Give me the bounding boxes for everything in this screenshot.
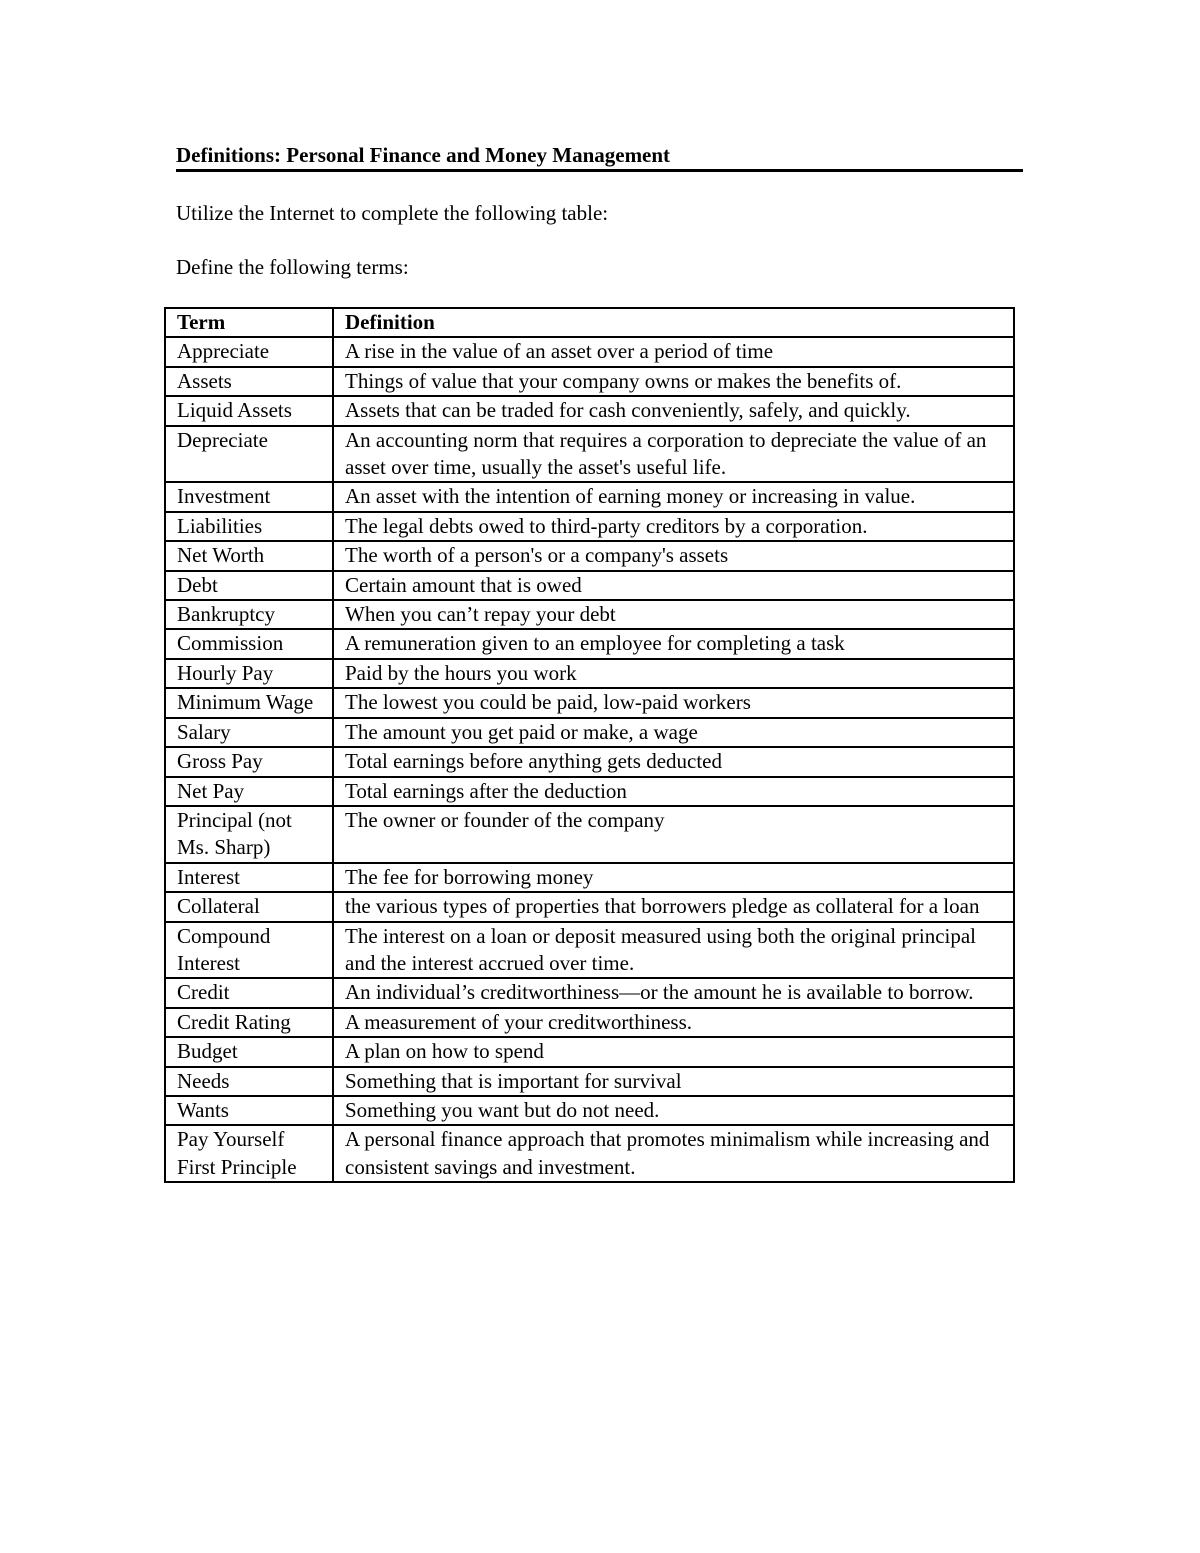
definition-cell: Things of value that your company owns or makes the benefits of. [333, 367, 1014, 396]
table-row [165, 747, 1014, 776]
term-cell: Depreciate [165, 426, 333, 483]
table-row [165, 512, 1014, 541]
table-row [165, 629, 1014, 658]
term-cell: Liquid Assets [165, 396, 333, 425]
instruction-text: Utilize the Internet to complete the following table: [176, 201, 609, 225]
definition-cell: Total earnings before anything gets deducted [333, 747, 1014, 776]
definition-cell: An accounting norm that requires a corporation to depreciate the value of an asset over time, usually the asset's useful life. [333, 426, 1014, 483]
term-cell: Net Pay [165, 777, 333, 806]
term-cell: Collateral [165, 892, 333, 921]
term-cell: Minimum Wage [165, 688, 333, 717]
table-row [165, 1067, 1014, 1096]
table-row [165, 1125, 1014, 1182]
table-row [165, 337, 1014, 366]
term-cell: Liabilities [165, 512, 333, 541]
table-row [165, 396, 1014, 425]
definition-cell: Total earnings after the deduction [333, 777, 1014, 806]
term-cell: Hourly Pay [165, 659, 333, 688]
table-row [165, 718, 1014, 747]
table-row [165, 659, 1014, 688]
definition-cell: When you can’t repay your debt [333, 600, 1014, 629]
definitions-table [164, 307, 1015, 1183]
definition-cell: A plan on how to spend [333, 1037, 1014, 1066]
table-row [165, 571, 1014, 600]
table-row [165, 426, 1014, 483]
definition-cell: Assets that can be traded for cash conveniently, safely, and quickly. [333, 396, 1014, 425]
definition-cell: The worth of a person's or a company's assets [333, 541, 1014, 570]
definition-cell: Certain amount that is owed [333, 571, 1014, 600]
definition-cell: Something you want but do not need. [333, 1096, 1014, 1125]
definition-cell: The lowest you could be paid, low-paid workers [333, 688, 1014, 717]
table-body [165, 337, 1014, 1182]
table-row [165, 1037, 1014, 1066]
term-cell: Commission [165, 629, 333, 658]
table-row [165, 1096, 1014, 1125]
definition-cell: The fee for borrowing money [333, 863, 1014, 892]
term-cell: Gross Pay [165, 747, 333, 776]
definition-cell: An asset with the intention of earning money or increasing in value. [333, 482, 1014, 511]
column-header-definition: Definition [333, 308, 1014, 337]
definition-cell: The owner or founder of the company [333, 806, 1014, 863]
term-cell: Pay Yourself First Principle [165, 1125, 333, 1182]
term-cell: Investment [165, 482, 333, 511]
definition-cell: Something that is important for survival [333, 1067, 1014, 1096]
definition-cell: A rise in the value of an asset over a period of time [333, 337, 1014, 366]
definition-cell: A measurement of your creditworthiness. [333, 1008, 1014, 1037]
definition-cell: The amount you get paid or make, a wage [333, 718, 1014, 747]
table-row [165, 922, 1014, 979]
table-row [165, 806, 1014, 863]
table-row [165, 978, 1014, 1007]
definition-cell: A remuneration given to an employee for completing a task [333, 629, 1014, 658]
table-row [165, 863, 1014, 892]
table-row [165, 482, 1014, 511]
term-cell: Debt [165, 571, 333, 600]
instruction-text: Define the following terms: [176, 255, 409, 279]
definition-cell: the various types of properties that borrowers pledge as collateral for a loan [333, 892, 1014, 921]
term-cell: Needs [165, 1067, 333, 1096]
term-cell: Net Worth [165, 541, 333, 570]
term-cell: Bankruptcy [165, 600, 333, 629]
definition-cell: An individual’s creditworthiness—or the amount he is available to borrow. [333, 978, 1014, 1007]
term-cell: Compound Interest [165, 922, 333, 979]
definition-cell: Paid by the hours you work [333, 659, 1014, 688]
table-row [165, 1008, 1014, 1037]
table-row [165, 777, 1014, 806]
term-cell: Principal (not Ms. Sharp) [165, 806, 333, 863]
term-cell: Interest [165, 863, 333, 892]
table-row [165, 367, 1014, 396]
table-row [165, 541, 1014, 570]
column-header-term: Term [165, 308, 333, 337]
definition-cell: A personal finance approach that promotes minimalism while increasing and consistent savings and investment. [333, 1125, 1014, 1182]
definition-cell: The legal debts owed to third-party creditors by a corporation. [333, 512, 1014, 541]
document-title: Definitions: Personal Finance and Money Management [176, 142, 1023, 172]
term-cell: Credit Rating [165, 1008, 333, 1037]
term-cell: Wants [165, 1096, 333, 1125]
term-cell: Appreciate [165, 337, 333, 366]
term-cell: Salary [165, 718, 333, 747]
term-cell: Credit [165, 978, 333, 1007]
table-header-row [165, 308, 1014, 337]
table-row [165, 600, 1014, 629]
table-row [165, 892, 1014, 921]
definition-cell: The interest on a loan or deposit measured using both the original principal and the interest accrued over time. [333, 922, 1014, 979]
term-cell: Assets [165, 367, 333, 396]
table-row [165, 688, 1014, 717]
term-cell: Budget [165, 1037, 333, 1066]
